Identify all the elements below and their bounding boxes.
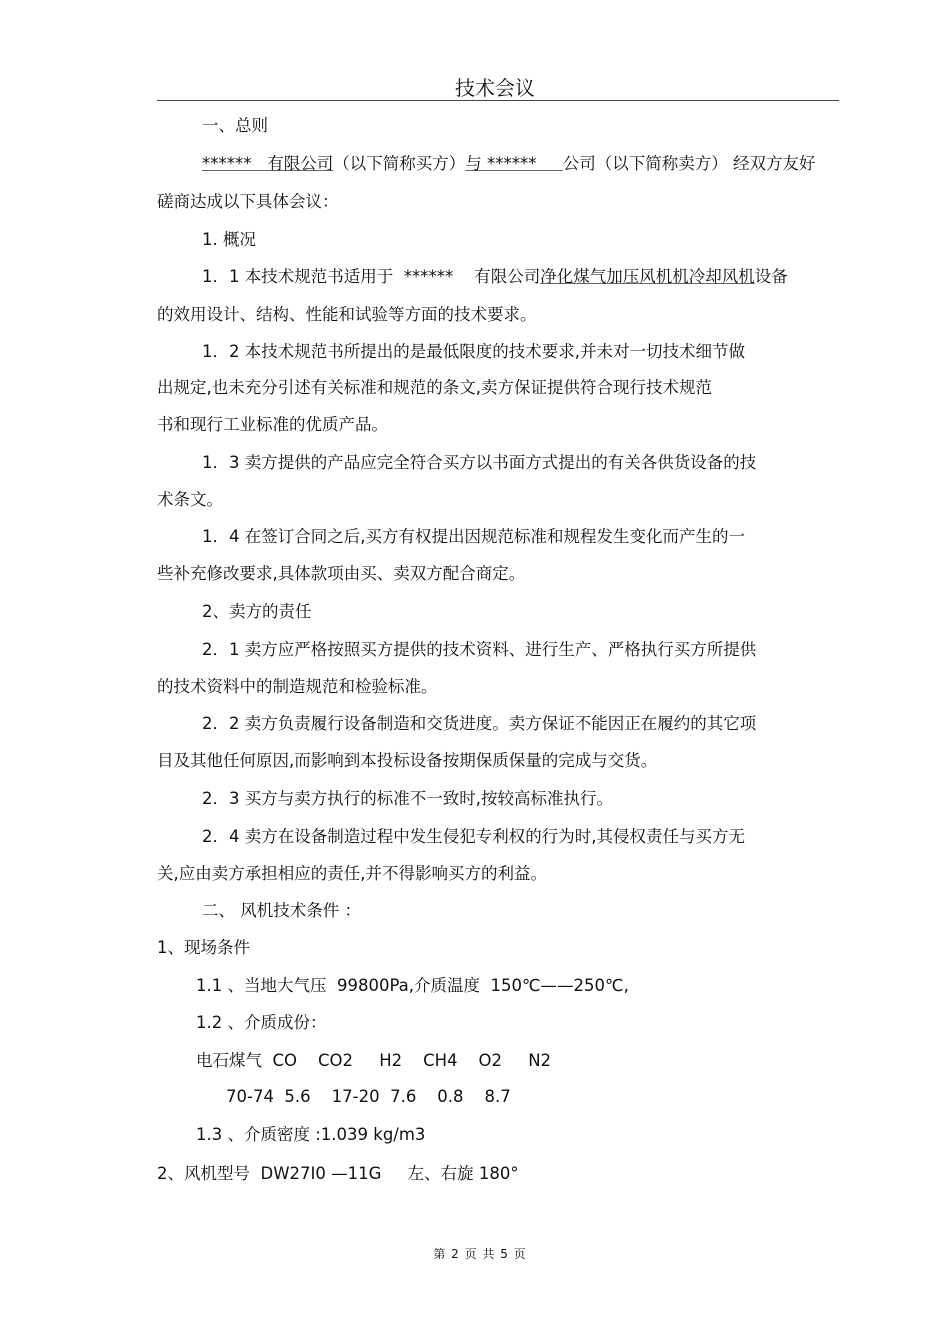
text-segment: 1．4 在签订合同之后,买方有权提出因规范标准和规程发生变化而产生的一	[202, 527, 745, 546]
paragraph-line	[157, 863, 547, 885]
text-segment: 书和现行工业标准的优质产品。	[157, 415, 388, 434]
text-segment: 1.3 、介质密度 :1.039 kg/m3	[196, 1125, 426, 1144]
text-segment: 1. 概况	[202, 230, 256, 249]
paragraph-line	[157, 937, 250, 959]
paragraph-line	[202, 526, 745, 548]
text-segment: 2．4 卖方在设备制造过程中发生侵犯专利权的行为时,其侵权责任与买方无	[202, 827, 745, 846]
paragraph-line	[157, 489, 223, 511]
text-segment: 关,应由卖方承担相应的责任,并不得影响买方的利益。	[157, 864, 547, 883]
paragraph-line	[196, 975, 629, 997]
text-segment: 1．3 卖方提供的产品应完全符合买方以书面方式提出的有关各供货设备的技	[202, 453, 757, 472]
paragraph-line	[202, 826, 745, 848]
paragraph-line	[202, 153, 815, 175]
text-segment: 些补充修改要求,具体款项由买、卖双方配合商定。	[157, 564, 526, 583]
text-segment: 出规定,也未充分引述有关标准和规范的条文,卖方保证提供符合现行技术规范	[157, 378, 712, 397]
paragraph-line	[157, 377, 712, 399]
text-segment: 公司（以下简称卖方） 经双方友好	[562, 154, 816, 173]
text-segment: 一、总则	[202, 116, 268, 135]
text-segment: 1.1 、当地大气压 99800Pa,介质温度 150℃——250℃,	[196, 976, 629, 995]
text-segment: （以下简称买方）	[333, 154, 466, 173]
text-segment: 二、 风机技术条件 ：	[202, 901, 361, 920]
paragraph-line	[202, 266, 788, 288]
text-segment: 1、现场条件	[157, 938, 250, 957]
text-segment: 2、卖方的责任	[202, 602, 312, 621]
paragraph-line	[157, 750, 657, 772]
paragraph-line	[202, 788, 613, 810]
text-segment: 设备	[754, 267, 788, 286]
paragraph-line	[196, 1050, 551, 1072]
text-segment: 的技术资料中的制造规范和检验标准。	[157, 677, 438, 696]
paragraph-line	[157, 304, 537, 326]
underlined-text: 与 ******	[465, 154, 563, 173]
paragraph-line	[202, 639, 756, 661]
text-segment: 2．1 卖方应严格按照买方提供的技术资料、进行生产、严格执行买方所提供	[202, 640, 757, 659]
text-segment: 1．2 本技术规范书所提出的是最低限度的技术要求,并未对一切技术细节做	[202, 342, 745, 361]
paragraph-line	[226, 1086, 511, 1108]
text-segment: 70-74 5.6 17-20 7.6 0.8 8.7	[226, 1087, 511, 1106]
underlined-text: ****** 有限公司	[202, 154, 334, 173]
text-segment: 2、风机型号 DW27I0 —11G 左、右旋 180°	[157, 1164, 519, 1183]
text-segment: 磋商达成以下具体会议：	[157, 192, 339, 211]
paragraph-line	[196, 1124, 425, 1146]
paragraph-line	[157, 414, 388, 436]
text-segment: 2．3 买方与卖方执行的标准不一致时,按较高标准执行。	[202, 789, 613, 808]
page-footer: 第 2 页 共 5 页	[433, 1247, 527, 1261]
text-segment: 2．2 卖方负责履行设备制造和交货进度。卖方保证不能因正在履约的其它项	[202, 714, 757, 733]
text-segment: 电石煤气 CO CO2 H2 CH4 O2 N2	[196, 1051, 552, 1070]
underlined-text: 净化煤气加压风机机冷却风机	[540, 267, 755, 286]
paragraph-line	[157, 676, 438, 698]
paragraph-line	[202, 900, 361, 922]
text-segment: 目及其他任何原因,而影响到本投标设备按期保质保量的完成与交货。	[157, 751, 658, 770]
paragraph-line	[196, 1012, 327, 1034]
text-segment: 的效用设计、结构、性能和试验等方面的技术要求。	[157, 305, 537, 324]
paragraph-line	[202, 115, 268, 137]
paragraph-line	[202, 452, 756, 474]
text-segment: 术条文。	[157, 490, 223, 509]
paragraph-line	[202, 601, 312, 623]
paragraph-line	[157, 563, 525, 585]
paragraph-line	[202, 341, 745, 363]
document-title: 技术会议	[455, 76, 535, 100]
paragraph-line	[157, 191, 339, 213]
text-segment: 1.2 、介质成份：	[196, 1013, 327, 1032]
paragraph-line	[202, 713, 756, 735]
paragraph-line	[202, 229, 256, 251]
text-segment: 1．1 本技术规范书适用于 ****** 有限公司	[202, 267, 541, 286]
title-divider	[157, 100, 839, 101]
paragraph-line	[157, 1163, 519, 1185]
